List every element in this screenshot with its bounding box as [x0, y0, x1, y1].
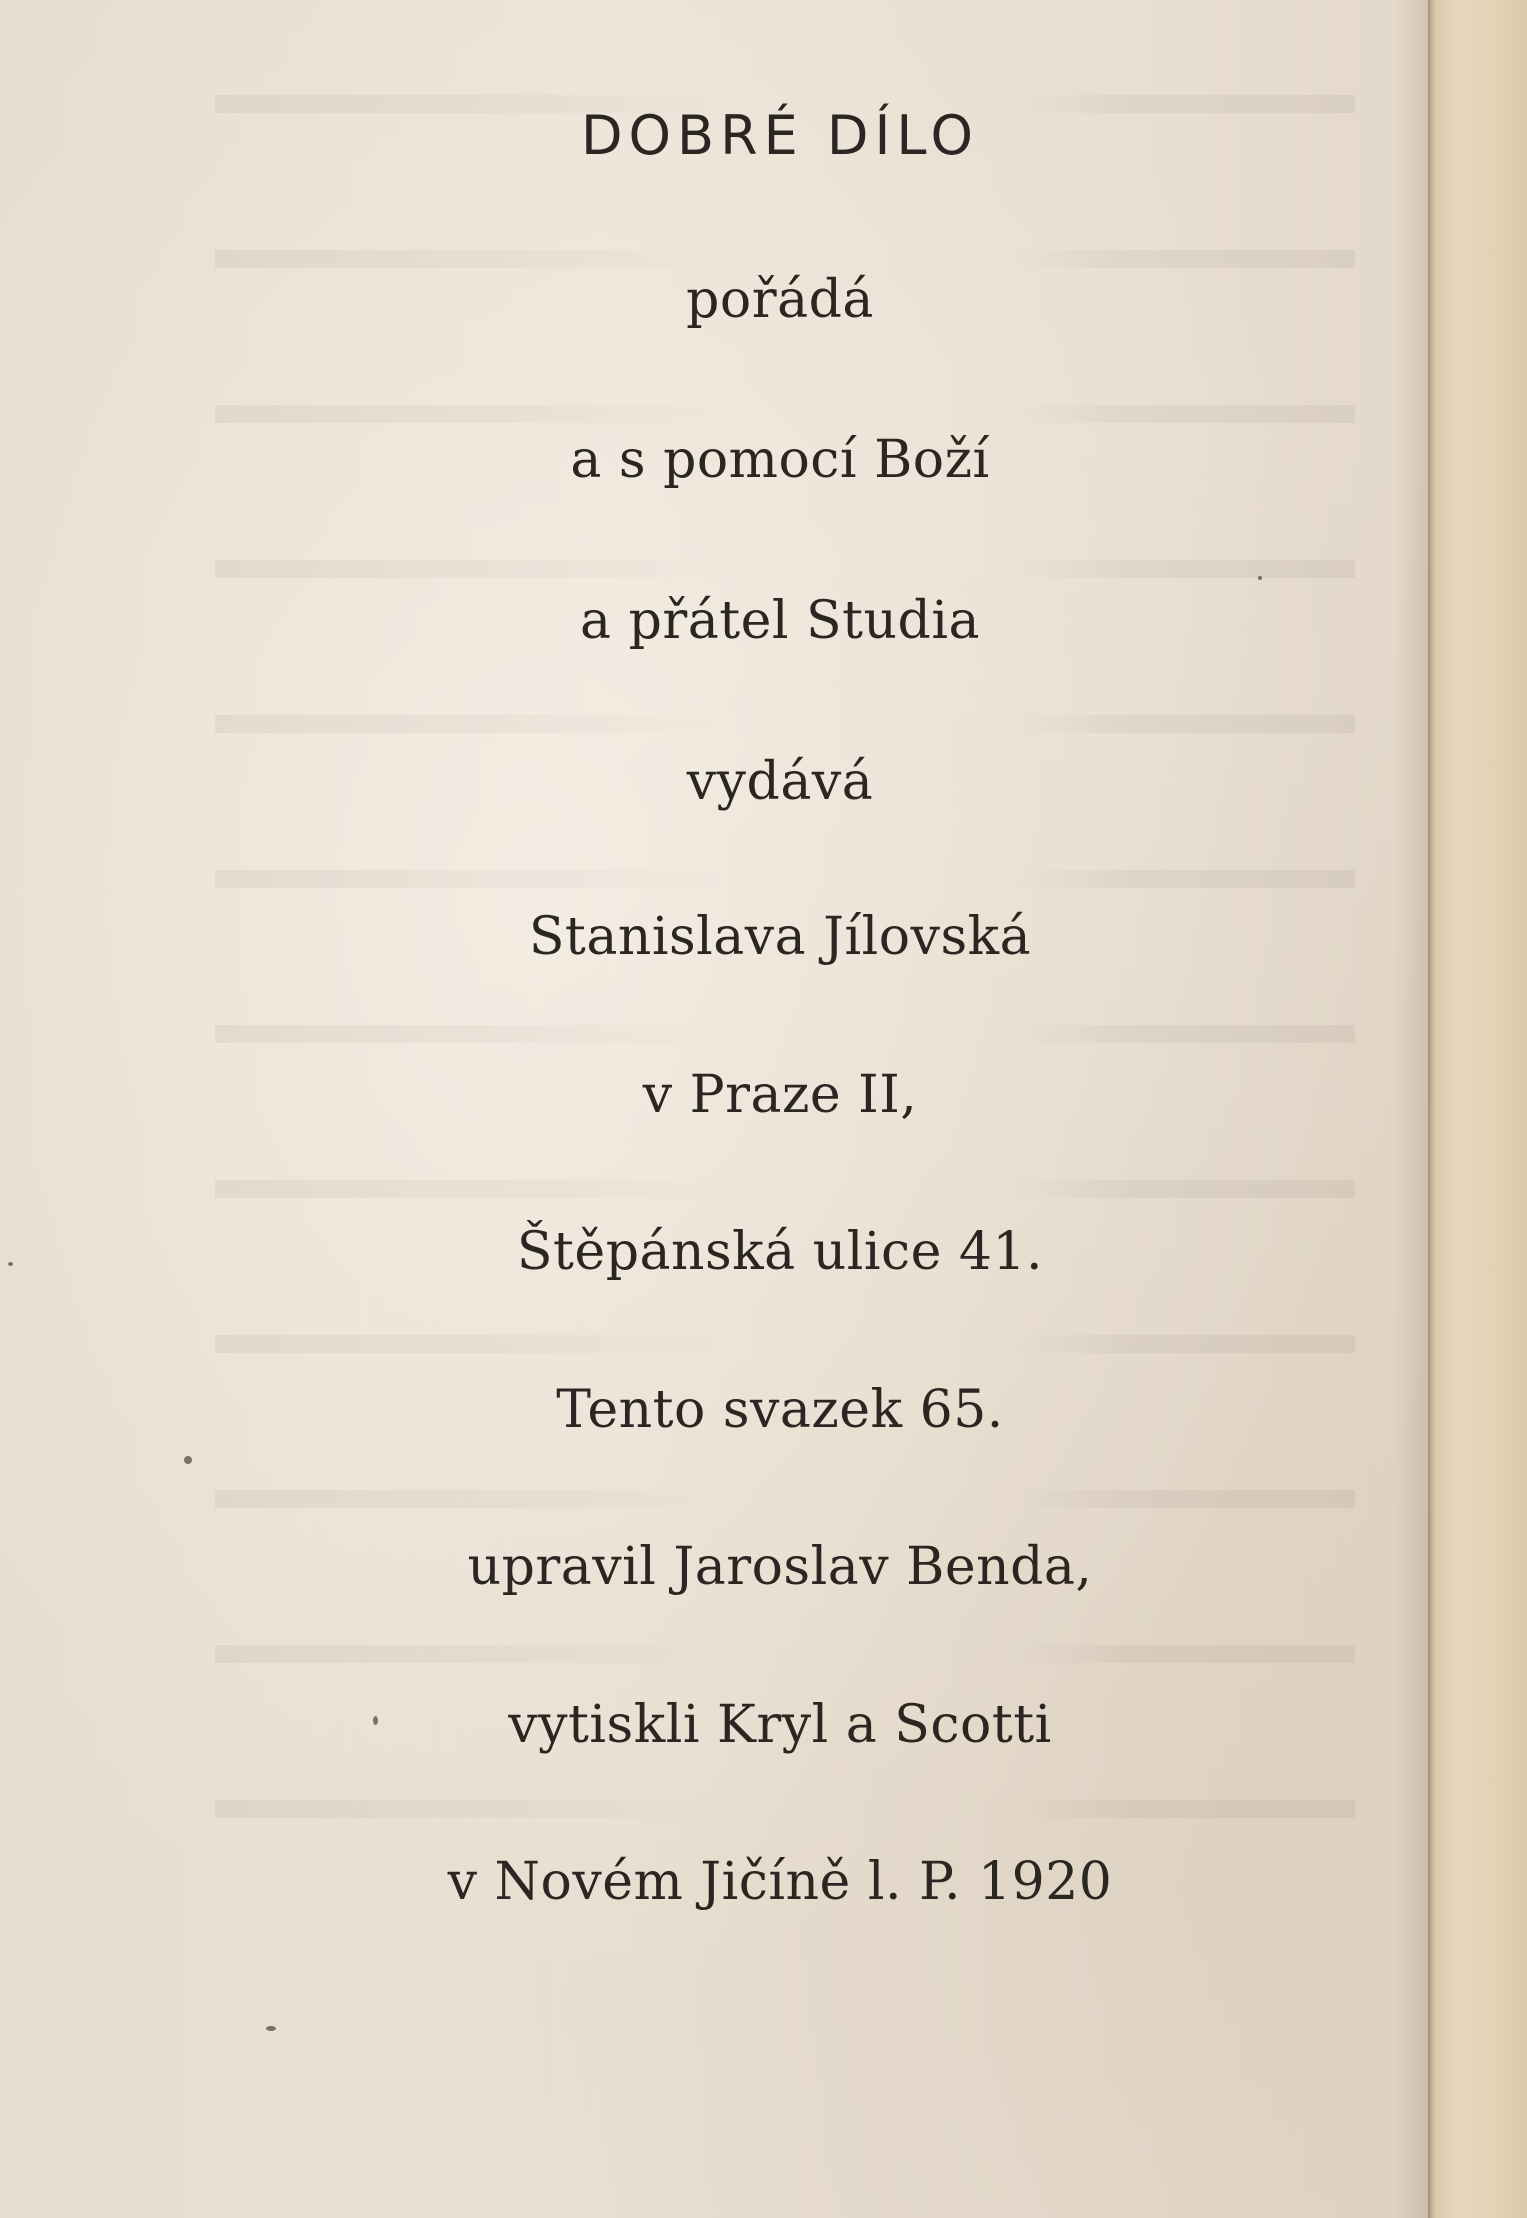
paper-speck: [8, 1262, 13, 1266]
colophon-line-publisher: Stanislava Jílovská: [528, 907, 1032, 967]
colophon-line-street: Štěpánská ulice 41.: [516, 1222, 1044, 1282]
paper-speck: [266, 2026, 276, 2031]
paper-speck: [1258, 576, 1262, 580]
colophon-line-gods-help: a s pomocí Boží: [570, 430, 990, 490]
colophon-line-friends: a přátel Studia: [580, 591, 980, 651]
colophon-line-organizes: pořádá: [686, 270, 874, 330]
colophon-line-place-year: v Novém Jičíně l. P. 1920: [447, 1852, 1113, 1912]
colophon-line-printer: vytiskli Kryl a Scotti: [508, 1695, 1052, 1755]
paper-speck: [373, 1716, 378, 1725]
colophon-line-publishes: vydává: [686, 752, 874, 812]
colophon-line-volume: Tento svazek 65.: [556, 1380, 1004, 1440]
colophon-line-series: DOBRÉ DÍLO: [580, 104, 980, 167]
colophon-line-city: v Praze II,: [642, 1065, 918, 1125]
paper-speck: [184, 1456, 192, 1464]
colophon-line-designer: upravil Jaroslav Benda,: [467, 1537, 1093, 1597]
